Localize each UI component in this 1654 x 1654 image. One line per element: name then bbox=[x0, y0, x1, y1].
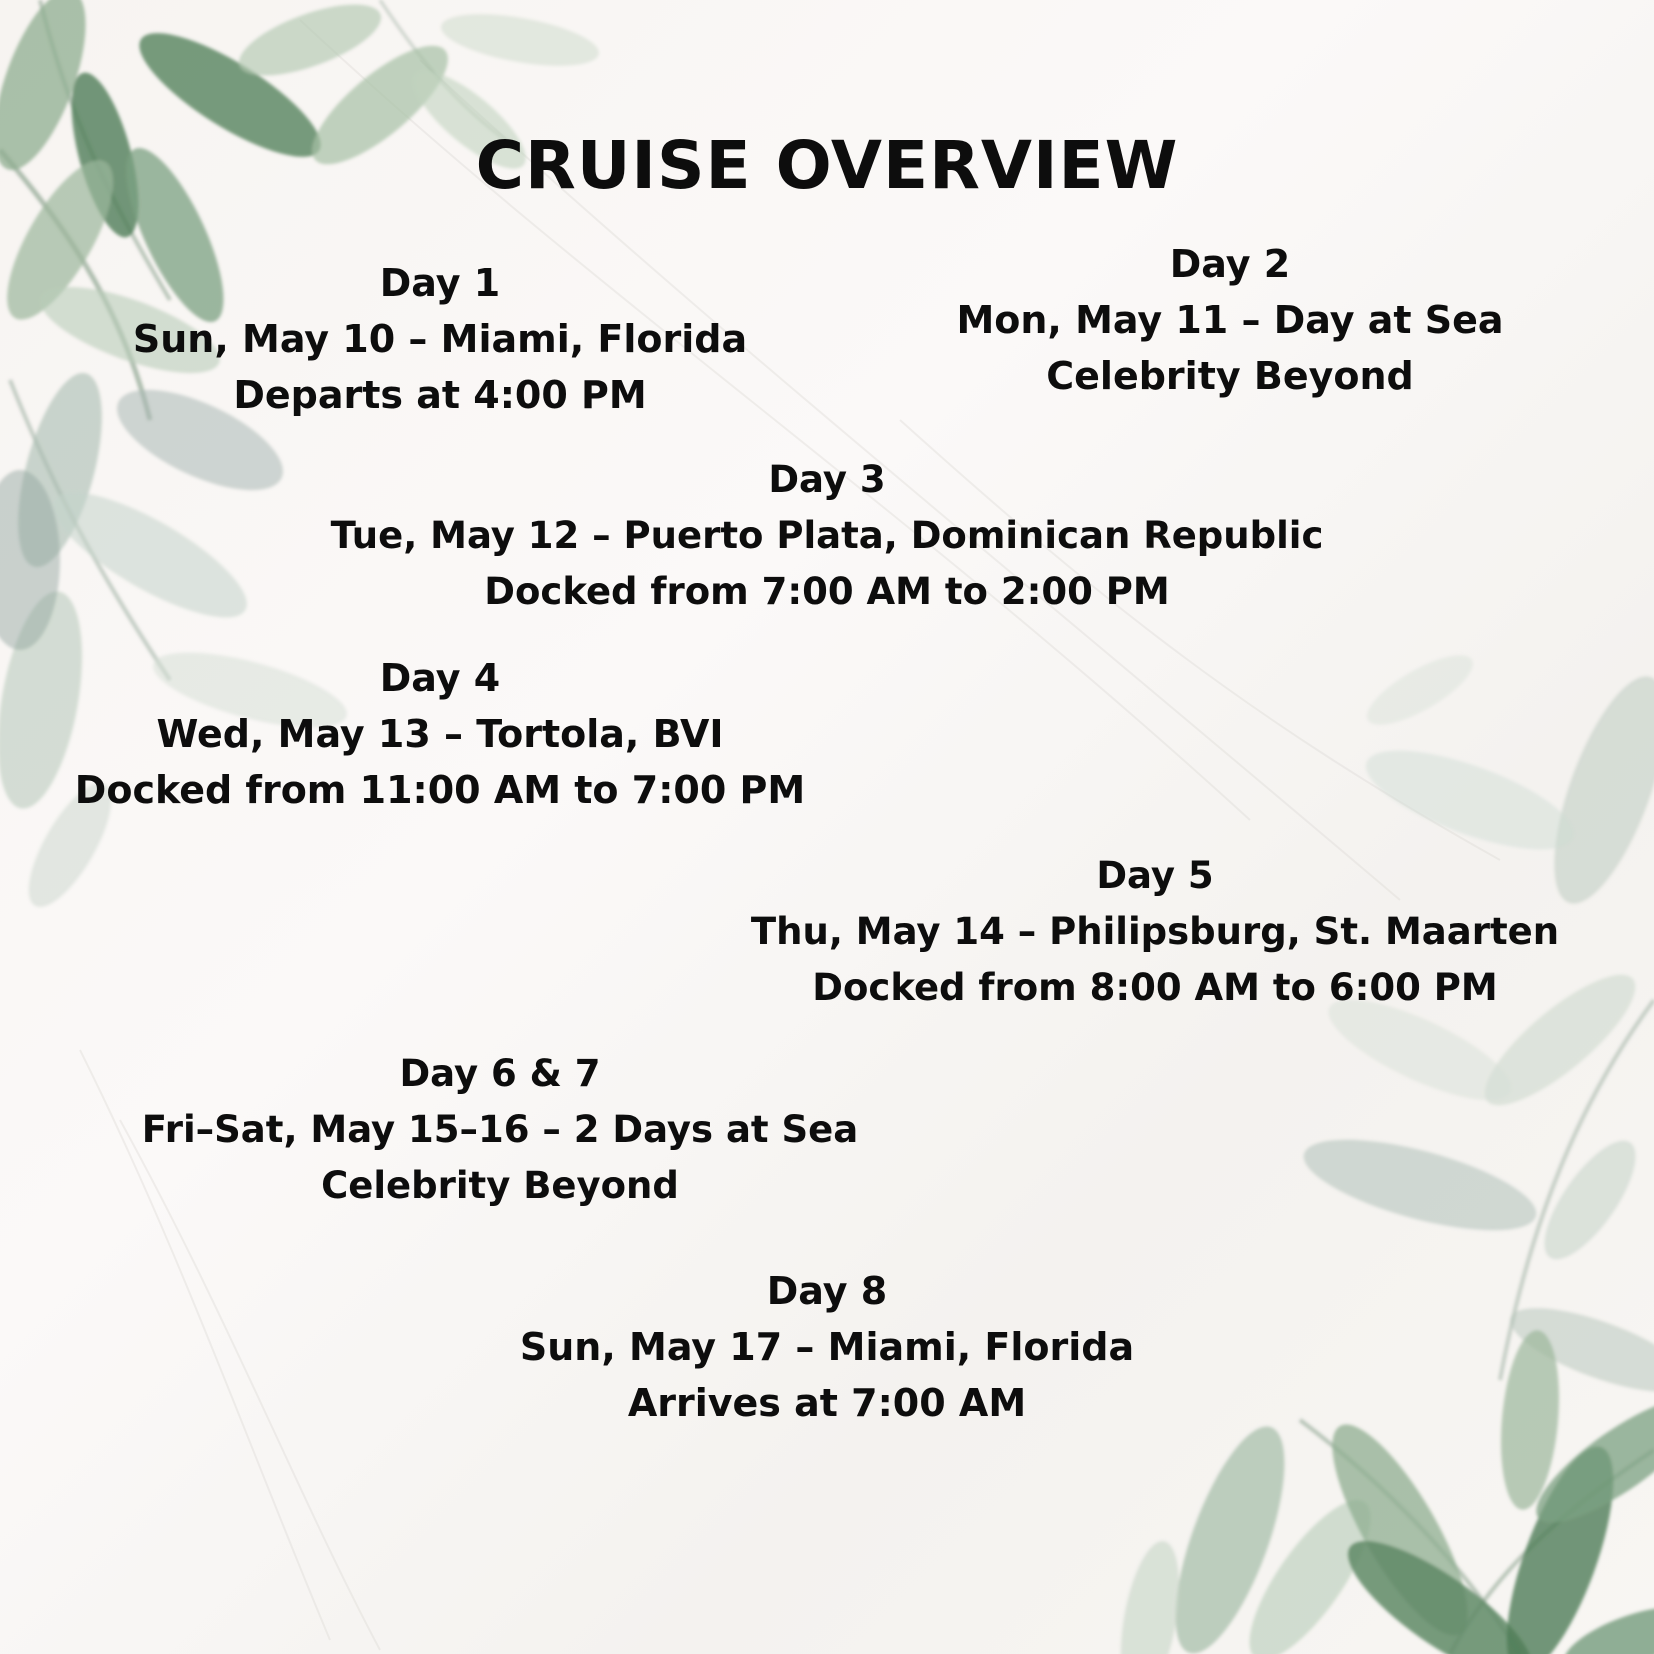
day-heading: Day 4 bbox=[379, 656, 501, 700]
day-detail: Docked from 7:00 AM to 2:00 PM bbox=[484, 570, 1170, 613]
day-detail: Docked from 8:00 AM to 6:00 PM bbox=[812, 966, 1498, 1009]
page-title: CRUISE OVERVIEW bbox=[475, 127, 1179, 204]
day-date-port: Fri–Sat, May 15–16 – 2 Days at Sea bbox=[141, 1108, 859, 1151]
day-2-entry bbox=[900, 236, 1560, 404]
day-date-port: Thu, May 14 – Philipsburg, St. Maarten bbox=[750, 910, 1560, 953]
day-detail: Celebrity Beyond bbox=[1046, 354, 1414, 398]
day-3-entry bbox=[300, 452, 1354, 620]
day-date-port: Sun, May 17 – Miami, Florida bbox=[519, 1325, 1135, 1369]
day-detail: Celebrity Beyond bbox=[321, 1164, 679, 1207]
day-heading: Day 3 bbox=[768, 458, 886, 501]
day-4-entry bbox=[60, 650, 820, 818]
day-1-entry bbox=[110, 255, 770, 423]
day-date-port: Sun, May 10 – Miami, Florida bbox=[132, 317, 748, 361]
day-detail: Docked from 11:00 AM to 7:00 PM bbox=[74, 768, 806, 812]
watercolor-leaves-bottom-right bbox=[1111, 643, 1654, 1654]
day-heading: Day 6 & 7 bbox=[399, 1052, 601, 1095]
day-detail: Departs at 4:00 PM bbox=[233, 373, 647, 417]
day-date-port: Wed, May 13 – Tortola, BVI bbox=[156, 712, 724, 756]
day-detail: Arrives at 7:00 AM bbox=[627, 1381, 1027, 1425]
day-8-entry bbox=[427, 1263, 1227, 1431]
day-5-entry bbox=[740, 848, 1570, 1016]
day-date-port: Tue, May 12 – Puerto Plata, Dominican Republic bbox=[330, 514, 1324, 557]
day-heading: Day 1 bbox=[379, 261, 501, 305]
day-heading: Day 8 bbox=[766, 1269, 888, 1313]
day-date-port: Mon, May 11 – Day at Sea bbox=[956, 298, 1504, 342]
day-heading: Day 2 bbox=[1169, 242, 1291, 286]
day-heading: Day 5 bbox=[1096, 854, 1214, 897]
day-6-7-entry bbox=[130, 1046, 870, 1214]
